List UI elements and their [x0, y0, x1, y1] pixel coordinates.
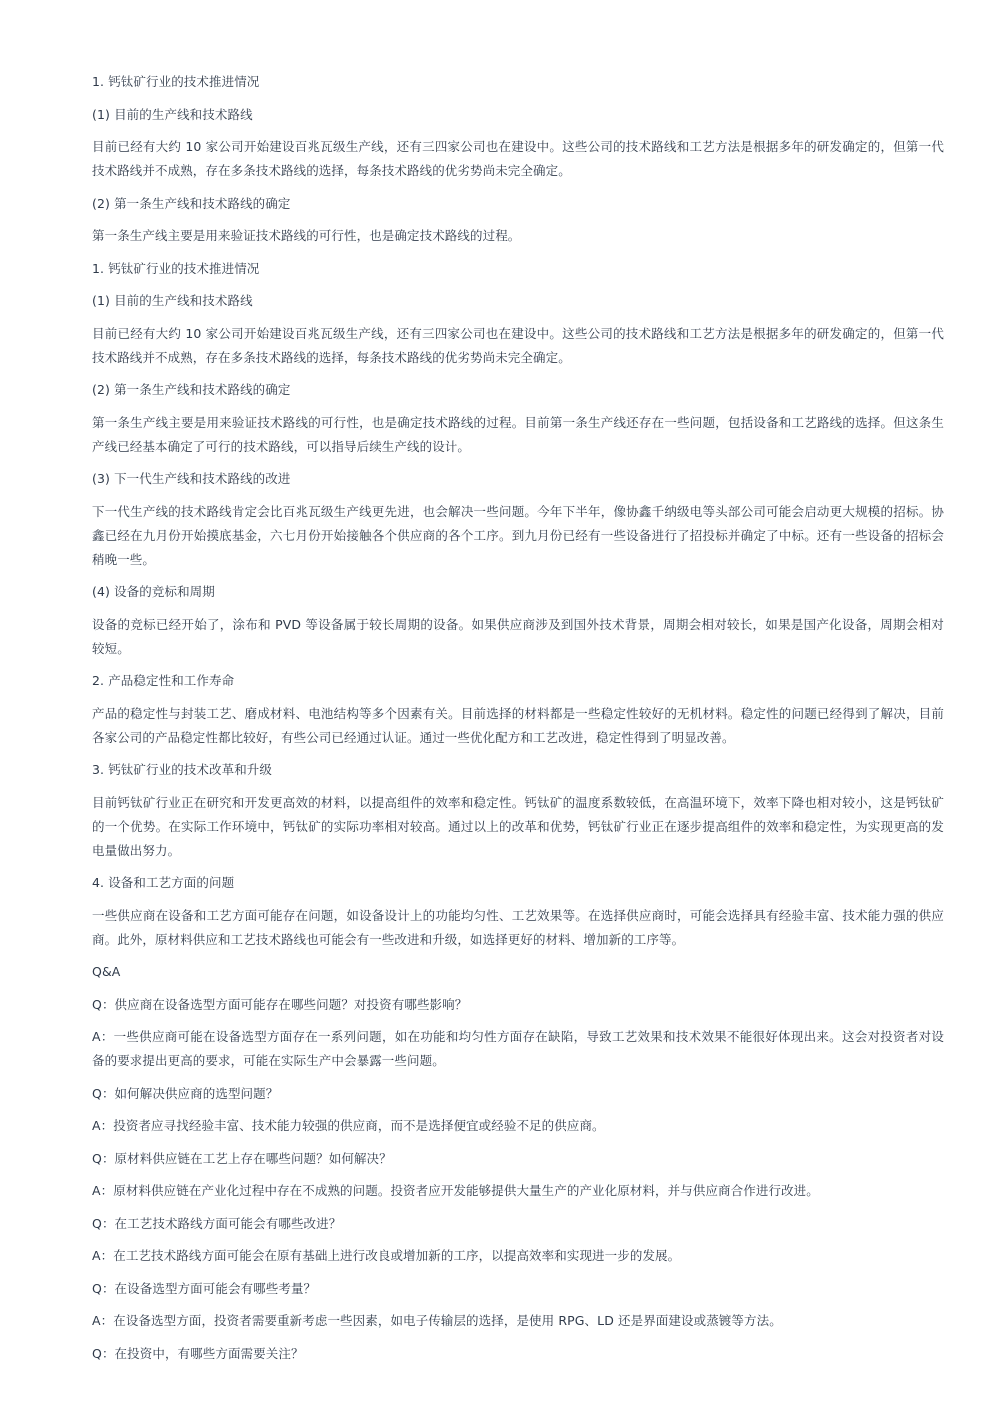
paragraph: Q&A	[92, 964, 121, 979]
paragraph: 1. 钙钛矿行业的技术推进情况	[92, 74, 260, 89]
paragraph: 1. 钙钛矿行业的技术推进情况	[92, 260, 260, 276]
paragraph: A：在设备选型方面，投资者需要重新考虑一些因素，如电子传输层的选择，是使用 RPG、LD 还是界面建设或蒸镀等方法。	[92, 1313, 782, 1328]
paragraph: Q：如何解决供应商的选型问题？	[92, 1085, 279, 1101]
paragraph: 目前已经有大约 10 家公司开始建设百兆瓦级生产线，还有三四家公司也在建设中。这些公司的技术路线和工艺方法是根据多年的研发确定的，但第一代技术路线并不成熟，存在多条技术路线的选择，每条技术路线的优劣势尚未完全确定。	[92, 139, 944, 178]
document-body	[92, 70, 944, 1374]
paragraph: (1) 目前的生产线和技术路线	[92, 293, 253, 308]
paragraph: Q：原材料供应链在工艺上存在哪些问题？如何解决？	[92, 1150, 392, 1166]
paragraph: Q：在工艺技术路线方面可能会有哪些改进？	[92, 1215, 342, 1231]
paragraph: (1) 目前的生产线和技术路线	[92, 106, 253, 122]
paragraph: (4) 设备的竞标和周期	[92, 584, 215, 599]
paragraph: 3. 钙钛矿行业的技术改革和升级	[92, 762, 273, 777]
paragraph: A：原材料供应链在产业化过程中存在不成熟的问题。投资者应开发能够提供大量生产的产业化原材料，并与供应商合作进行改进。	[92, 1183, 819, 1198]
paragraph: 4. 设备和工艺方面的问题	[92, 875, 235, 890]
paragraph: 目前已经有大约 10 家公司开始建设百兆瓦级生产线，还有三四家公司也在建设中。这些公司的技术路线和工艺方法是根据多年的研发确定的，但第一代技术路线并不成熟，存在多条技术路线的选择，每条技术路线的优劣势尚未完全确定。	[92, 325, 944, 365]
paragraph: (3) 下一代生产线和技术路线的改进	[92, 471, 291, 486]
paragraph: A：一些供应商可能在设备选型方面存在一系列问题，如在功能和均匀性方面存在缺陷，导致工艺效果和技术效果不能很好体现出来。这会对投资者对设备的要求提出更高的要求，可能在实际生产中会暴露一些问题。	[92, 1029, 944, 1068]
paragraph: 目前钙钛矿行业正在研究和开发更高效的材料，以提高组件的效率和稳定性。钙钛矿的温度系数较低，在高温环境下，效率下降也相对较小，这是钙钛矿的一个优势。在实际工作环境中，钙钛矿的实际功率相对较高。通过以上的改革和优势，钙钛矿行业正在逐步提高组件的效率和稳定性，为实现更高的发电量做出努力。	[92, 794, 944, 858]
paragraph: Q：在设备选型方面可能会有哪些考量？	[92, 1280, 317, 1296]
paragraph: 第一条生产线主要是用来验证技术路线的可行性，也是确定技术路线的过程。目前第一条生产线还存在一些问题，包括设备和工艺路线的选择。但这条生产线已经基本确定了可行的技术路线，可以指导后续生产线的设计。	[92, 414, 944, 454]
paragraph: (2) 第一条生产线和技术路线的确定	[92, 382, 291, 397]
paragraph: A：在工艺技术路线方面可能会在原有基础上进行改良或增加新的工序，以提高效率和实现进一步的发展。	[92, 1248, 681, 1263]
paragraph: (2) 第一条生产线和技术路线的确定	[92, 195, 291, 211]
paragraph: 下一代生产线的技术路线肯定会比百兆瓦级生产线更先进，也会解决一些问题。今年下半年，像协鑫千纳级电等头部公司可能会启动更大规模的招标。协鑫已经在九月份开始摸底基金，六七月份开始接触各个供应商的各个工序。到九月份已经有一些设备进行了招投标并确定了中标。还有一些设备的招标会稍晚一些。	[92, 503, 944, 567]
paragraph: 2. 产品稳定性和工作寿命	[92, 673, 235, 688]
paragraph: Q：供应商在设备选型方面可能存在哪些问题？对投资有哪些影响？	[92, 996, 468, 1012]
paragraph: Q：在投资中，有哪些方面需要关注？	[92, 1345, 304, 1361]
paragraph: 产品的稳定性与封装工艺、磨成材料、电池结构等多个因素有关。目前选择的材料都是一些稳定性较好的无机材料。稳定性的问题已经得到了解决，目前各家公司的产品稳定性都比较好，有些公司已经通过认证。通过一些优化配方和工艺改进，稳定性得到了明显改善。	[92, 705, 944, 745]
paragraph: 一些供应商在设备和工艺方面可能存在问题，如设备设计上的功能均匀性、工艺效果等。在选择供应商时，可能会选择具有经验丰富、技术能力强的供应商。此外，原材料供应和工艺技术路线也可能会有一些改进和升级，如选择更好的材料、增加新的工序等。	[92, 907, 944, 947]
paragraph: 设备的竞标已经开始了，涂布和 PVD 等设备属于较长周期的设备。如果供应商涉及到国外技术背景，周期会相对较长，如果是国产化设备，周期会相对较短。	[92, 616, 944, 656]
paragraph: A：投资者应寻找经验丰富、技术能力较强的供应商，而不是选择便宜或经验不足的供应商。	[92, 1118, 605, 1133]
paragraph: 第一条生产线主要是用来验证技术路线的可行性，也是确定技术路线的过程。	[92, 228, 521, 243]
